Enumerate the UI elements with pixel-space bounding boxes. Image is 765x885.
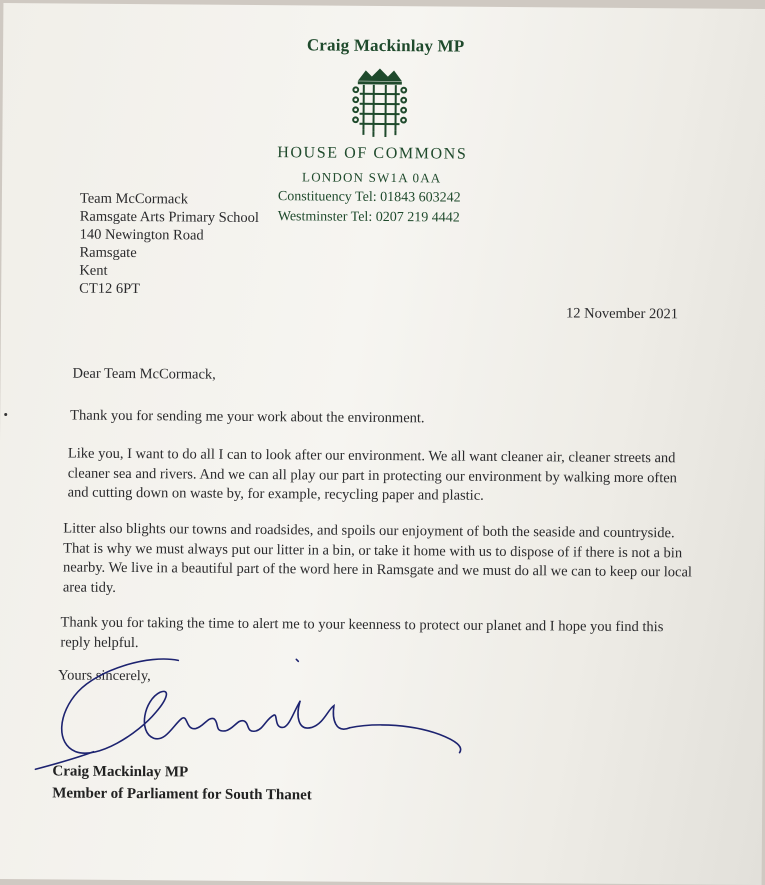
portcullis-icon — [349, 68, 410, 138]
letterhead-city: LONDON SW1A 0AA — [302, 169, 441, 186]
signatory-name: Craig Mackinlay MP — [52, 763, 188, 781]
paragraph: Like you, I want to do all I can to look after our environment. We all want cleaner air, cleaner streets and cleaner sea and rivers. And we can all play our part in protecting our environment by walking more often and cutting down on waste by, for example, recycling paper and plastic. — [68, 445, 700, 508]
letterhead-mp-name: Craig Mackinlay MP — [3, 33, 765, 59]
closing: Yours sincerely, — [58, 667, 151, 685]
recipient-line: Kent — [79, 262, 107, 281]
recipient-line: 140 Newington Road — [80, 226, 204, 245]
paragraph: Thank you for taking the time to alert me to your keenness to protect our planet and I hope you find this reply helpful. — [60, 613, 692, 657]
recipient-line: Ramsgate Arts Primary School — [80, 208, 259, 228]
westminster-tel: Westminster Tel: 0207 219 4442 — [278, 209, 460, 226]
salutation: Dear Team McCormack, — [72, 366, 215, 384]
recipient-line: Team McCormack — [80, 190, 188, 209]
constituency-tel: Constituency Tel: 01843 603242 — [278, 189, 461, 206]
recipient-line: Ramsgate — [79, 244, 136, 263]
signatory-role: Member of Parliament for South Thanet — [52, 785, 312, 804]
paragraph: Thank you for sending me your work about the environment. — [70, 407, 710, 432]
letter-page — [0, 3, 765, 885]
paper-mark — [4, 413, 7, 416]
recipient-line: CT12 6PT — [79, 280, 140, 299]
letter-date: 12 November 2021 — [566, 305, 678, 323]
letterhead-house: HOUSE OF COMMONS — [277, 144, 467, 163]
paragraph: Litter also blights our towns and roadsides, and spoils our enjoyment of both the seaside and countryside. That is why we must always put our litter in a bin, or take it home with us to dispose of if there is not a bin nearby. We live in a beautiful part of the word here in Ramsgate and we must do all we can to keep our local area tidy. — [63, 519, 698, 602]
